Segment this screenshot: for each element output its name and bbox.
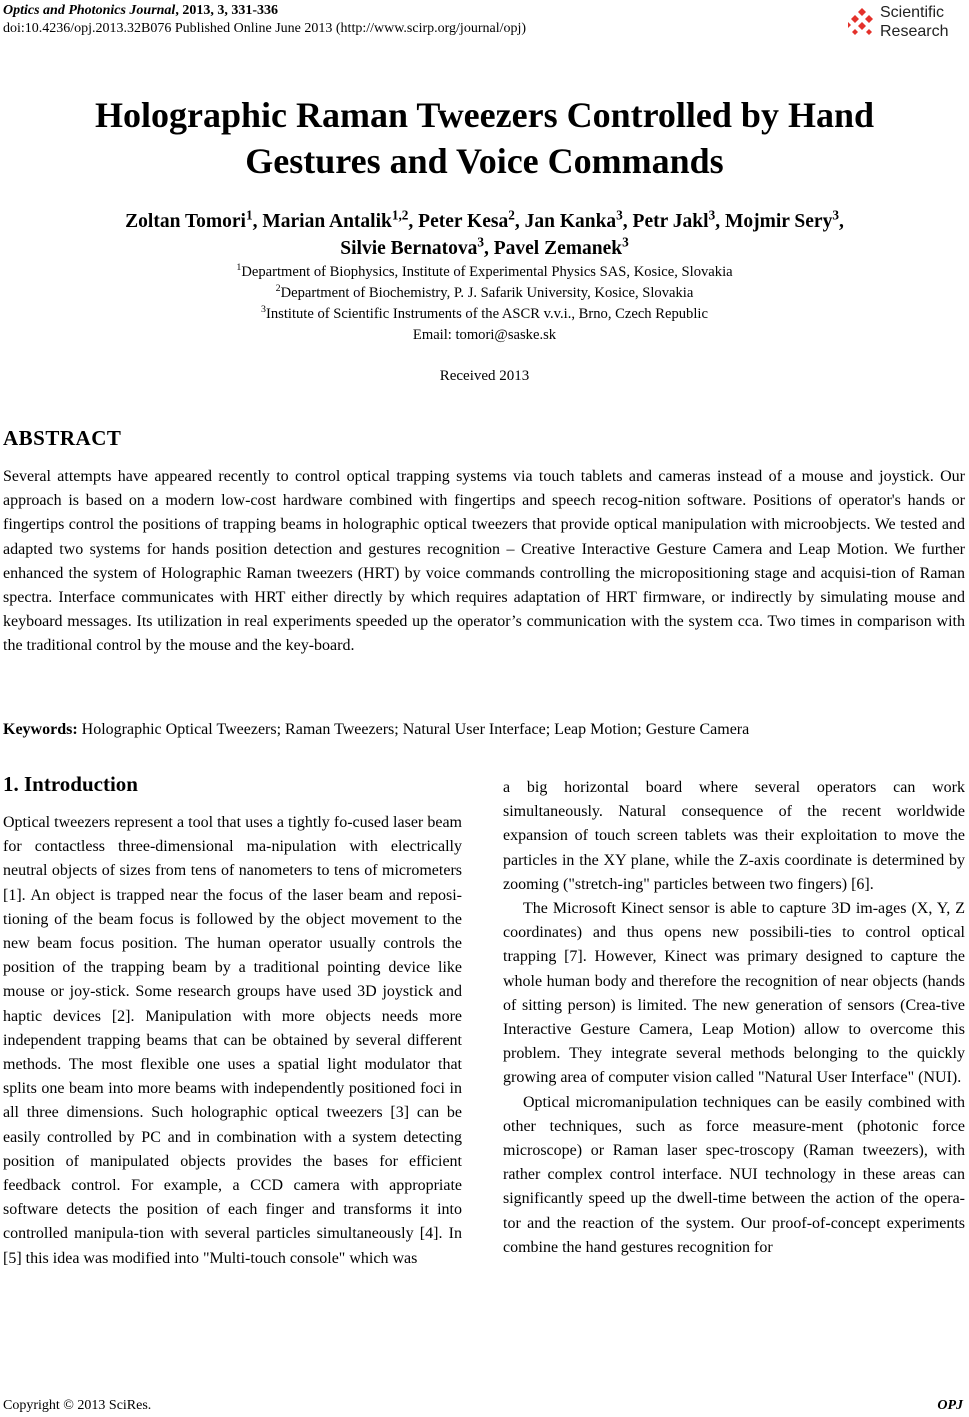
logo-line2: Research xyxy=(880,23,949,40)
abstract-text: Several attempts have appeared recently to control optical trapping systems via touch tablets and cameras instead of a mouse and joystick. Our approach is based on a modern low-cost hardware combined with fingertips and speech recog-nition software. Positions of operator's hands or fingertips control the positions of trapping beams in holographic optical tweezers that provide optical manipulation with microobjects. We tested and adapted two systems for hands position detection and gestures recognition – Creative Interactive Gesture Camera and Leap Motion. We further enhanced the system of Holographic Raman tweezers (HRT) by voice commands controlling the micropositioning stage and acquisi-tion of Raman spectra. Interface communicates with HRT either directly by which requires adaptation of HRT firmware, or indirectly by simulating mouse and keyboard messages. Its utilization in real experiments speeded up the operator’s communication with the system cca. Two times in comparison with the traditional control by the mouse and the key-board. xyxy=(3,468,965,655)
section-heading-introduction: 1. Introduction xyxy=(3,772,138,796)
author: Peter Kesa$^2$, xyxy=(418,207,525,232)
title-line1: Holographic Raman Tweezers Controlled by Hand xyxy=(94,95,874,135)
affiliation: $^2$Department of Biochemistry, P. J. Safarik University, Kosice, Slovakia xyxy=(275,283,694,301)
journal-volume: , 2013, 3, 331-336 xyxy=(175,3,278,18)
journal-line xyxy=(3,2,526,20)
footer-copyright: Copyright © 2013 SciRes. xyxy=(3,1398,152,1413)
affiliation: $^1$Department of Biophysics, Institute of Experimental Physics SAS, Kosice, Slovakia xyxy=(236,262,733,280)
publisher-logo[interactable] xyxy=(848,2,966,46)
journal-name: Optics and Photonics Journal xyxy=(3,3,176,18)
keywords-list: Holographic Optical Tweezers; Raman Tweezers; Natural User Interface; Leap Motion; Gesture Camera xyxy=(77,721,750,738)
author-line1 xyxy=(0,208,969,235)
scientific-research-logo-icon xyxy=(848,8,876,36)
paragraph: a big horizontal board where several operators can work simultaneously. Natural consequence of the recent worldwide expansion of touch screen tablets was their exploitation to move the particles in the XY plane, while the Z-axis coordinate is determined by zooming ("stretch-ing" particles between two fingers) [6]. xyxy=(503,779,965,893)
column-right xyxy=(503,776,965,1260)
paper-title xyxy=(0,92,969,184)
author: Mojmir Sery$^3$, xyxy=(724,207,844,232)
author: Pavel Zemanek$^3$ xyxy=(493,234,629,259)
author: Marian Antalik$^{1,2}$, xyxy=(262,207,419,232)
author: Silvie Bernatova$^3$, xyxy=(340,234,494,259)
title-line2: Gestures and Voice Commands xyxy=(245,141,724,181)
author: Zoltan Tomori$^1$, xyxy=(125,207,263,232)
running-header xyxy=(3,2,526,38)
paragraph: The Microsoft Kinect sensor is able to capture 3D im-ages (X, Y, Z coordinates) and thus opens new possibili-ties to control optical trapping [7]. However, Kinect was primary designed to capture the whole human body and therefore the recognition of near objects (hands of sitting person) is limited. The new generation of sensors (Crea-tive Interactive Gesture Camera, Leap Motion) allow to overcome this problem. They integrate several methods belonging to the quickly growing area of computer vision called "Natural User Interface" (NUI). xyxy=(503,900,965,1087)
received-date: Received 2013 xyxy=(439,368,530,384)
author: Petr Jakl$^3$, xyxy=(632,207,725,232)
doi-line[interactable]: doi:10.4236/opj.2013.32B076 Published Online June 2013 (http://www.scirp.org/journal/opj) xyxy=(3,21,527,36)
paragraph: Optical tweezers represent a tool that uses a tightly fo-cused laser beam for contactless three-dimensional ma-nipulation with electrically neutral objects of sizes from tens of nanometers to tens of micrometers [1]. An object is trapped near the focus of the laser beam and reposi-tioning of the beam focus is followed by the object movement to the new beam focus position. The human operator usually controls the position of the trapping beam by a traditional pointing device like mouse or joy-stick. Some research groups have used 3D joystick and haptic devices [2]. Manipulation with more objects needs more independent trapping beams that can be obtained by several different methods. The most flexible one uses a spatial light modulator that splits one beam into more beams with independently positioned foci in all three dimensions. Such holographic optical tweezers [3] can be easily controlled by PC and in combination with a system detecting position of manipulated objects provides the bases for efficient feedback control. For example, a CCD camera with appropriate software detects the position of each finger and transforms it into controlled manipula-tion with several particles simultaneously [4]. In [5] this idea was modified into "Multi-touch console" which was xyxy=(3,814,462,1267)
keywords-label: Keywords: xyxy=(3,721,78,738)
keywords xyxy=(3,719,965,741)
author-list xyxy=(0,208,969,262)
affiliation: $^3$Institute of Scientific Instruments of the ASCR v.v.i., Brno, Czech Republic xyxy=(261,304,708,322)
author: Jan Kanka$^3$, xyxy=(524,207,633,232)
email[interactable]: Email: tomori@saske.sk xyxy=(412,327,557,343)
logo-text xyxy=(880,3,948,41)
affiliations xyxy=(0,262,969,346)
logo-line1: Scientific xyxy=(880,4,945,21)
column-left xyxy=(3,811,462,1271)
paragraph: Optical micromanipulation techniques can be easily combined with other techniques, such as force measure-ment (photonic force microscope) or Raman laser spec-troscopy (Raman tweezers), with rather complex control interface. NUI technology in these areas can significantly speed up the dwell-time between the action of the opera-tor and the reaction of the system. Our proof-of-concept experiments combine the hand gestures recognition for xyxy=(503,1093,965,1256)
author-line2 xyxy=(0,235,969,262)
footer-journal: OPJ xyxy=(937,1398,963,1413)
abstract-heading: ABSTRACT xyxy=(3,426,122,450)
